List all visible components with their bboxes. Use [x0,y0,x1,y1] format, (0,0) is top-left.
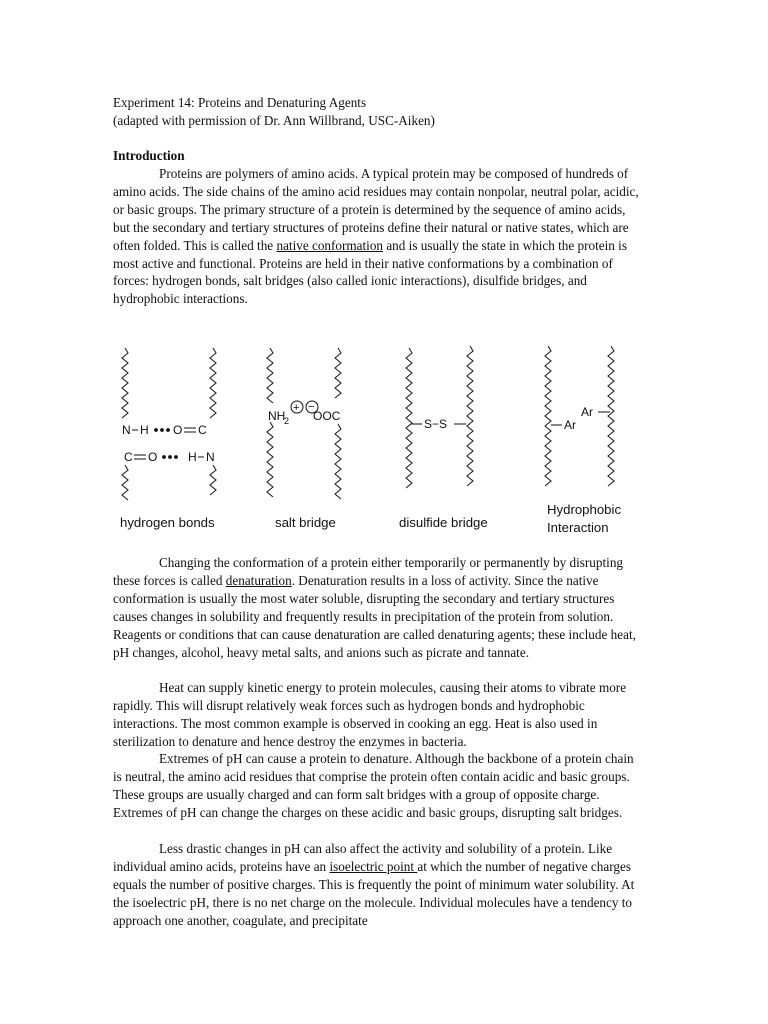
paragraph-ph-extremes: Extremes of pH can cause a protein to denature. Although the backbone of a protein chain is neutral, the amino acid residues that comprise the protein often contain acidic and basic groups. These groups are usually charged and can form salt bridges with a group of opposite charge. Extremes of pH can change the charges on these acidic and basic groups, disrupting salt bridges. [113,751,634,820]
atom-n: N [122,423,131,437]
paragraph-text: and is usually the state in which the protein is most active and functional. Proteins are held in their native conformations by a combination of forces: hydrogen bonds, salt bridges (also called ionic interactions), disulfide bridges, and hydrophobic interactions. [113,237,627,307]
disulfide-bridge-structure [411,417,466,431]
atom-o: O [173,423,183,437]
atom-n: N [206,450,215,464]
paragraph-intro [113,165,645,308]
protein-chain [406,348,412,488]
svg-text:2: 2 [284,416,290,426]
salt-bridge-structure [268,401,341,426]
paragraph-text: at which the number of negative charges equals the number of positive charges. This is frequently the point of minimum water solubility. At the isoelectric pH, there is no net charge on the molecule. Individual molecules have a tendency to approach one another, coagulate, and precipitate [113,858,635,928]
carboxylate-group: OOC [313,409,341,423]
paragraph-heat: Heat can supply kinetic energy to protein molecules, causing their atoms to vibrate more rapidly. This will disrupt relatively weak forces such as hydrogen bonds and hydrophobic interactions. The most common example is observed in cooking an egg. Heat is also used in sterilization to denature and hence destroy the enzymes in bacteria. [113,680,627,749]
atom-o: O [148,450,158,464]
caption-hydrogen-bonds: hydrogen bonds [120,515,215,530]
atom-c: C [124,450,133,464]
aryl-group: Ar [581,405,593,419]
paragraph-isoelectric [113,840,645,930]
caption-hydrophobic: Hydrophobic Interaction [547,502,622,535]
svg-text:+: + [293,402,300,414]
section-heading-introduction: Introduction [113,148,185,163]
attribution-line: (adapted with permission of Dr. Ann Willbrand, USC-Aiken) [113,113,435,128]
protein-chain [608,346,614,486]
experiment-title: Experiment 14: Proteins and Denaturing Agents [113,95,367,110]
protein-chain [467,346,473,486]
svg-text:−: − [308,401,315,413]
caption-salt-bridge: salt bridge [275,515,336,530]
paragraph-text: Less drastic changes in pH can also affect the activity and solubility of a protein. Like individual amino acids, proteins have an [113,841,613,874]
ammonium-group: NH [268,409,286,423]
hydrogen-bond-structure [122,423,215,464]
hydrophobic-structure [551,405,610,432]
protein-chain [545,346,551,486]
protein-chain [122,348,128,418]
underlined-term: isoelectric point [329,858,418,874]
caption-disulfide-bridge: disulfide bridge [399,515,488,530]
document-header [113,94,435,130]
protein-chain [335,424,341,499]
atom-h: H [188,450,197,464]
aryl-group: Ar [564,418,576,432]
paragraph-text: . Denaturation results in a loss of activity. Since the native conformation is usually the most water soluble, disrupting the secondary and tertiary structures causes changes in solubility and frequently results in precipitation of the protein from solution. Reagents or conditions that can cause denaturation are called denaturing agents; these include heat, pH changes, alcohol, heavy metal salts, and anions such as picrate and tannate. [113,572,636,660]
protein-chain [267,348,273,403]
atom-h: H [140,423,149,437]
protein-chain [210,348,216,418]
protein-chain [122,465,128,500]
disulfide-bond: S−S [424,417,448,431]
atom-c: C [198,423,207,437]
protein-chain [335,348,341,398]
bonding-forces-figure [100,340,660,540]
underlined-term: denaturation [225,572,292,588]
protein-chain [267,422,273,497]
paragraph-denaturation [113,554,645,661]
paragraph-text: Changing the conformation of a protein either temporarily or permanently by disrupting these forces is called [113,555,624,588]
protein-chain [210,465,216,495]
underlined-term: native conformation [276,237,384,253]
paragraph-text: Proteins are polymers of amino acids. A typical protein may be composed of hundreds of amino acids. The side chains of the amino acid residues may contain nonpolar, neutral polar, acidic, or basic groups. The primary structure of a protein is determined by the sequence of amino acids, but the secondary and tertiary structures of proteins define their natural or native states, which are often folded. This is called the [113,166,639,253]
